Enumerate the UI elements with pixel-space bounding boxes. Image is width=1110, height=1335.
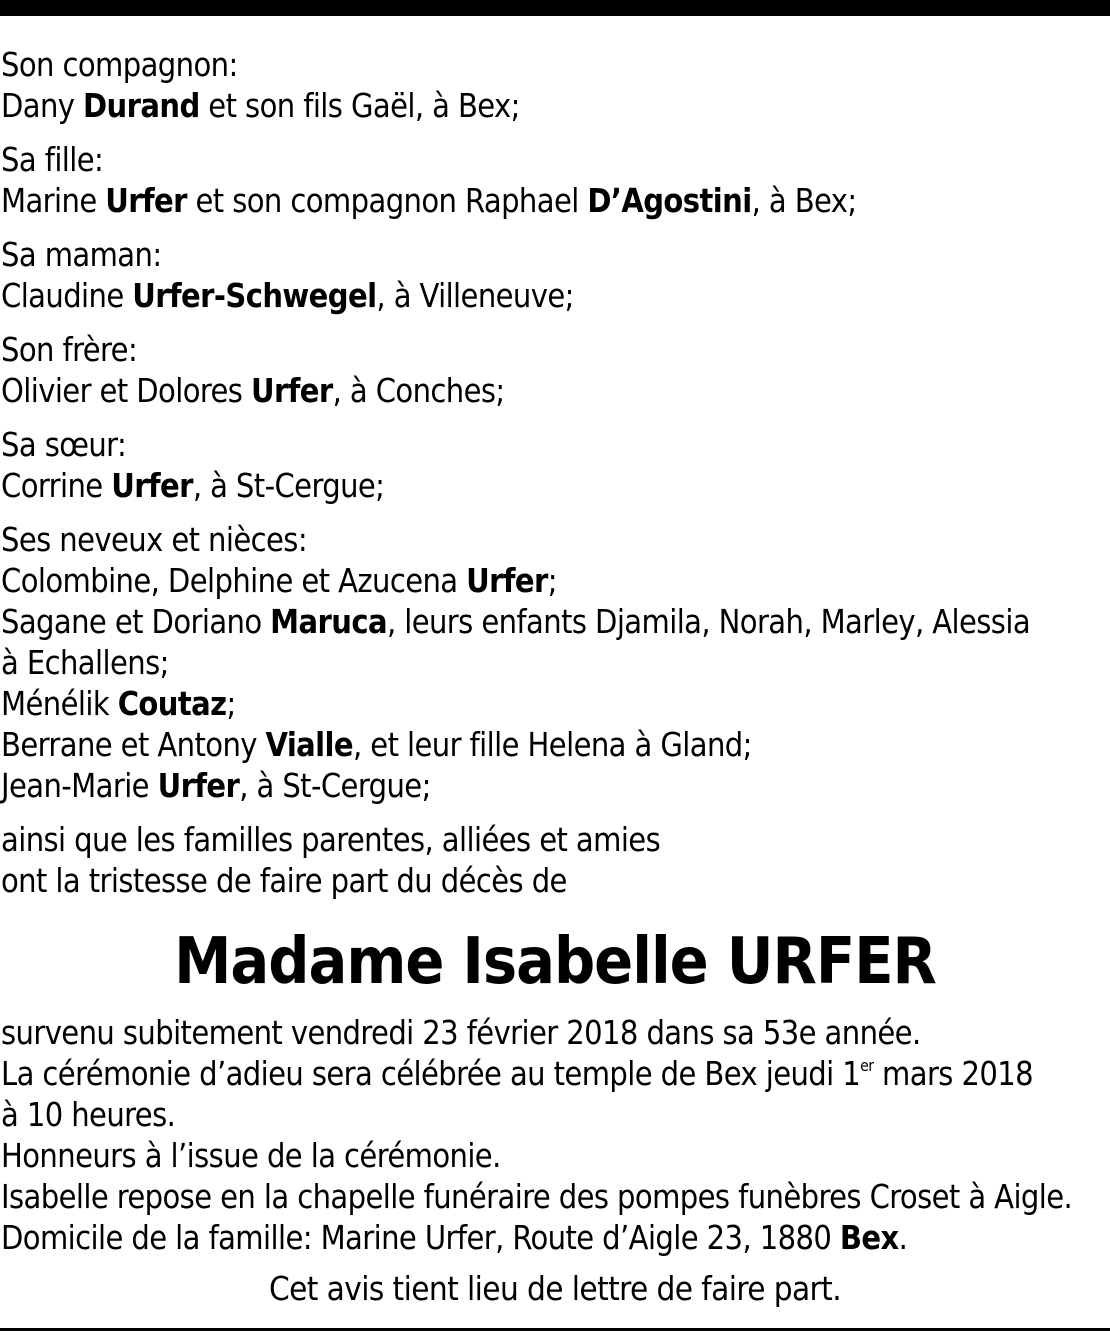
closing-line: Cet avis tient lieu de lettre de faire part.	[268, 1269, 842, 1308]
nephew-line: Berrane et Antony Vialle, et leur fille Helena à Gland;	[1, 725, 752, 764]
nephew-line: Sagane et Doriano Maruca, leurs enfants Djamila, Norah, Marley, Alessia	[1, 602, 1031, 641]
nephew-line: Ménélik Coutaz;	[1, 684, 236, 723]
companion-label: Son compagnon:	[1, 45, 238, 84]
details-line: Honneurs à l’issue de la cérémonie.	[1, 1136, 501, 1175]
brother-line: Olivier et Dolores Urfer, à Conches;	[1, 371, 505, 410]
sister-line: Corrine Urfer, à St-Cergue;	[1, 466, 385, 505]
details-block	[1, 1012, 1087, 1258]
mother-label: Sa maman:	[1, 235, 162, 274]
nephews-label: Ses neveux et nièces:	[1, 520, 308, 559]
details-line: Isabelle repose en la chapelle funéraire des pompes funèbres Croset à Aigle.	[1, 1177, 1073, 1216]
daughter-line: Marine Urfer et son compagnon Raphael D’Agostini, à Bex;	[1, 181, 857, 220]
mother-block	[1, 234, 1087, 316]
daughter-label: Sa fille:	[1, 140, 104, 179]
sister-label: Sa sœur:	[1, 425, 127, 464]
companion-block	[1, 44, 1087, 126]
nephew-line: Colombine, Delphine et Azucena Urfer;	[1, 561, 557, 600]
top-rule	[0, 0, 1110, 16]
announcement-line: ont la tristesse de faire part du décès de	[1, 861, 567, 900]
details-line: Domicile de la famille: Marine Urfer, Route d’Aigle 23, 1880 Bex.	[1, 1218, 908, 1257]
details-line: à 10 heures.	[1, 1095, 176, 1134]
details-line: La cérémonie d’adieu sera célébrée au temple de Bex jeudi 1er mars 2018	[1, 1054, 1034, 1093]
brother-block	[1, 329, 1087, 411]
announcement-line: ainsi que les familles parentes, alliées et amies	[1, 820, 661, 859]
companion-line: Dany Durand et son fils Gaël, à Bex;	[1, 86, 520, 125]
notice-body	[1, 44, 1087, 901]
brother-label: Son frère:	[1, 330, 138, 369]
nephews-block	[1, 519, 1087, 806]
mother-line: Claudine Urfer-Schwegel, à Villeneuve;	[1, 276, 574, 315]
daughter-block	[1, 139, 1087, 221]
deceased-name: Madame Isabelle URFER	[174, 925, 936, 999]
nephew-line: à Echallens;	[1, 643, 169, 682]
announcement-block	[1, 819, 1087, 901]
sister-block	[1, 424, 1087, 506]
details-line: survenu subitement vendredi 23 février 2018 dans sa 53e année.	[1, 1013, 921, 1052]
nephew-line: Jean-Marie Urfer, à St-Cergue;	[1, 766, 431, 805]
bottom-rule	[0, 1328, 1110, 1331]
